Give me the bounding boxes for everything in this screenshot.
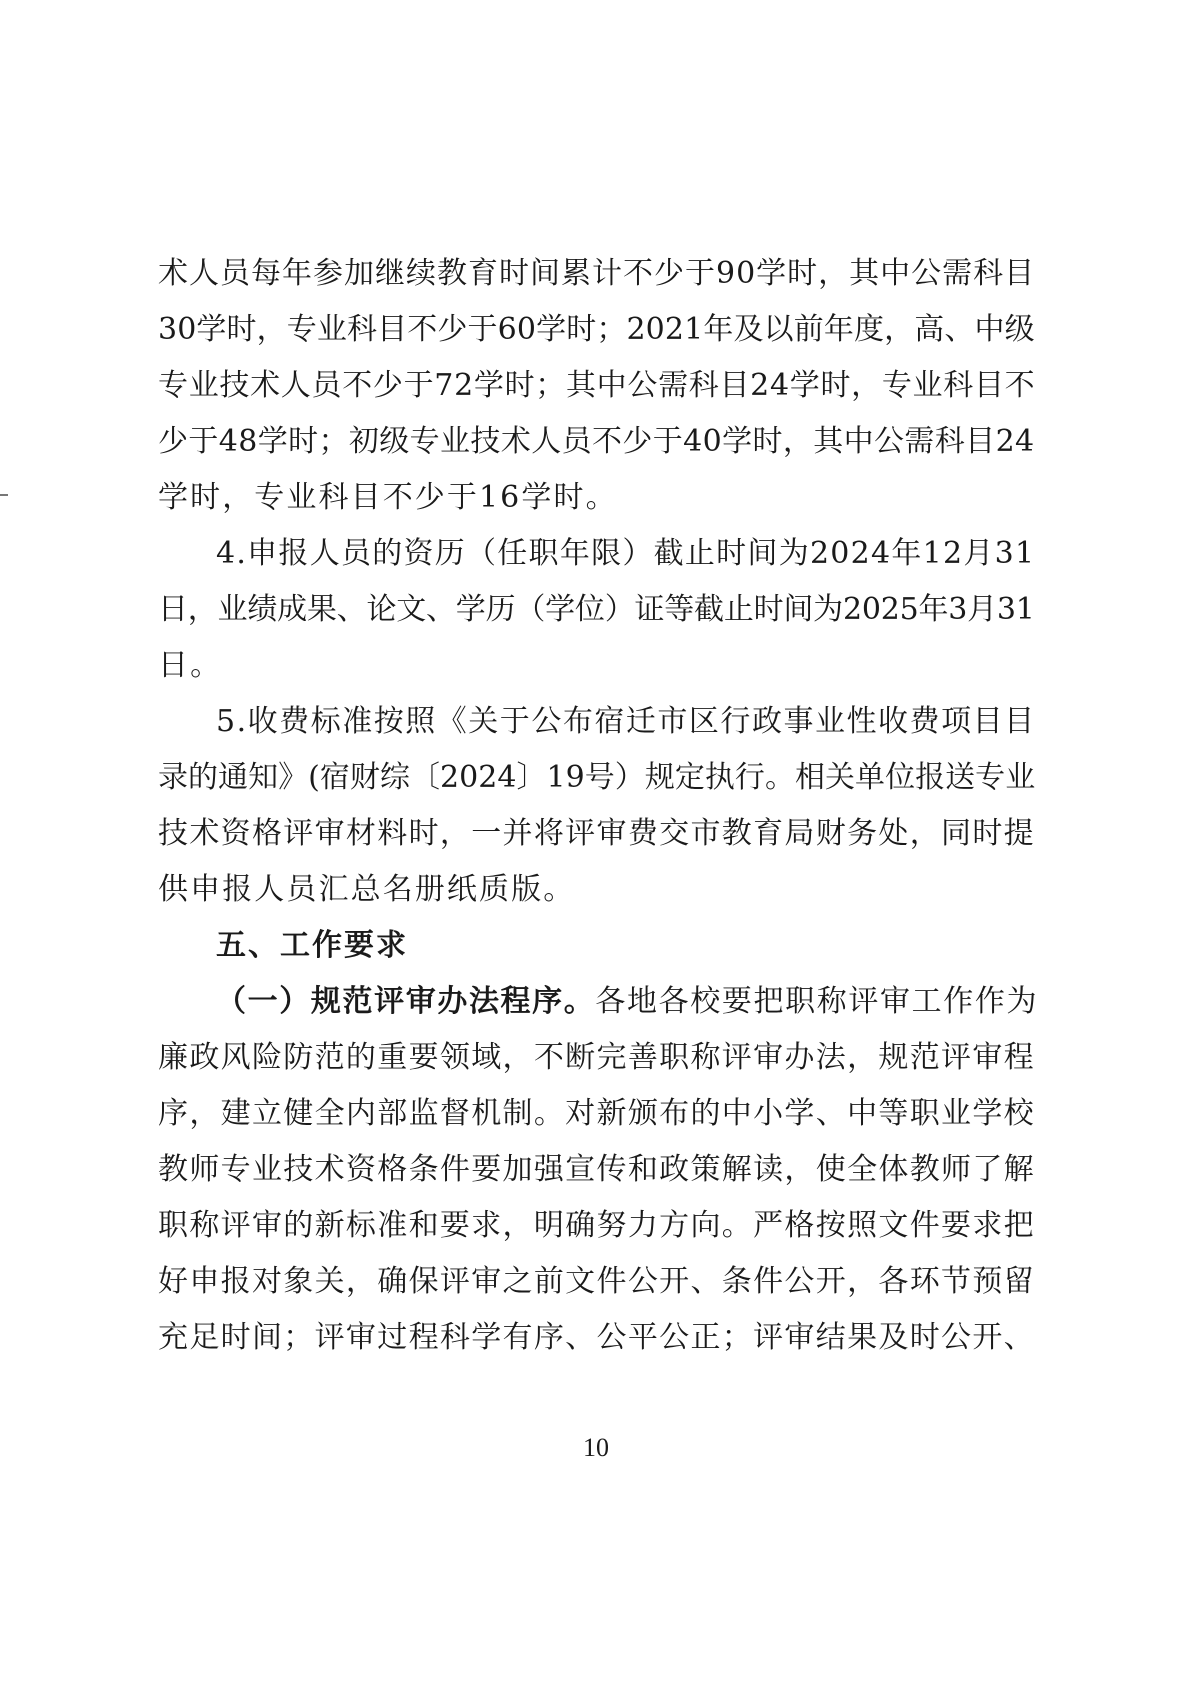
subsection-text: 各地各校要把职称评审工作作为 [595, 984, 1039, 1019]
body-line: 30学时，专业科目不少于60学时；2021年及以前年度，高、中级 [158, 312, 1035, 347]
body-line: 术人员每年参加继续教育时间累计不少于90学时，其中公需科目 [158, 256, 1036, 291]
item-5-line: 供申报人员汇总名册纸质版。 [158, 872, 576, 907]
subsection-line: 好申报对象关，确保评审之前文件公开、条件公开，各环节预留 [158, 1264, 1035, 1299]
page-number: 10 [583, 1433, 609, 1462]
item-4-line: 日。 [158, 648, 223, 683]
item-5-line: 5.收费标准按照《关于公布宿迁市区行政事业性收费项目目 [216, 704, 1036, 739]
body-line: 学时，专业科目不少于16学时。 [158, 480, 618, 515]
scan-edge-mark [0, 494, 8, 496]
subsection-first-line [216, 982, 1038, 1022]
subsection-line: 序，建立健全内部监督机制。对新颁布的中小学、中等职业学校 [158, 1096, 1035, 1131]
body-line: 少于48学时；初级专业技术人员不少于40学时，其中公需科目24 [158, 424, 1035, 459]
subsection-line: 充足时间；评审过程科学有序、公平公正；评审结果及时公开、 [158, 1320, 1035, 1355]
body-line: 专业技术人员不少于72学时；其中公需科目24学时，专业科目不 [158, 368, 1036, 403]
item-5-line: 技术资格评审材料时，一并将评审费交市教育局财务处，同时提 [158, 816, 1035, 851]
item-5-line: 录的通知》(宿财综〔2024〕19号）规定执行。相关单位报送专业 [158, 760, 1036, 795]
subsection-line: 廉政风险防范的重要领域，不断完善职称评审办法，规范评审程 [158, 1040, 1035, 1075]
subsection-line: 职称评审的新标准和要求，明确努力方向。严格按照文件要求把 [158, 1208, 1035, 1243]
subsection-line: 教师专业技术资格条件要加强宣传和政策解读，使全体教师了解 [158, 1152, 1035, 1187]
item-4-line: 4.申报人员的资历（任职年限）截止时间为2024年12月31 [216, 536, 1036, 571]
item-4-line: 日，业绩成果、论文、学历（学位）证等截止时间为2025年3月31 [158, 592, 1035, 627]
subsection-title: （一）规范评审办法程序。 [216, 984, 596, 1019]
section-heading: 五、工作要求 [216, 928, 408, 963]
